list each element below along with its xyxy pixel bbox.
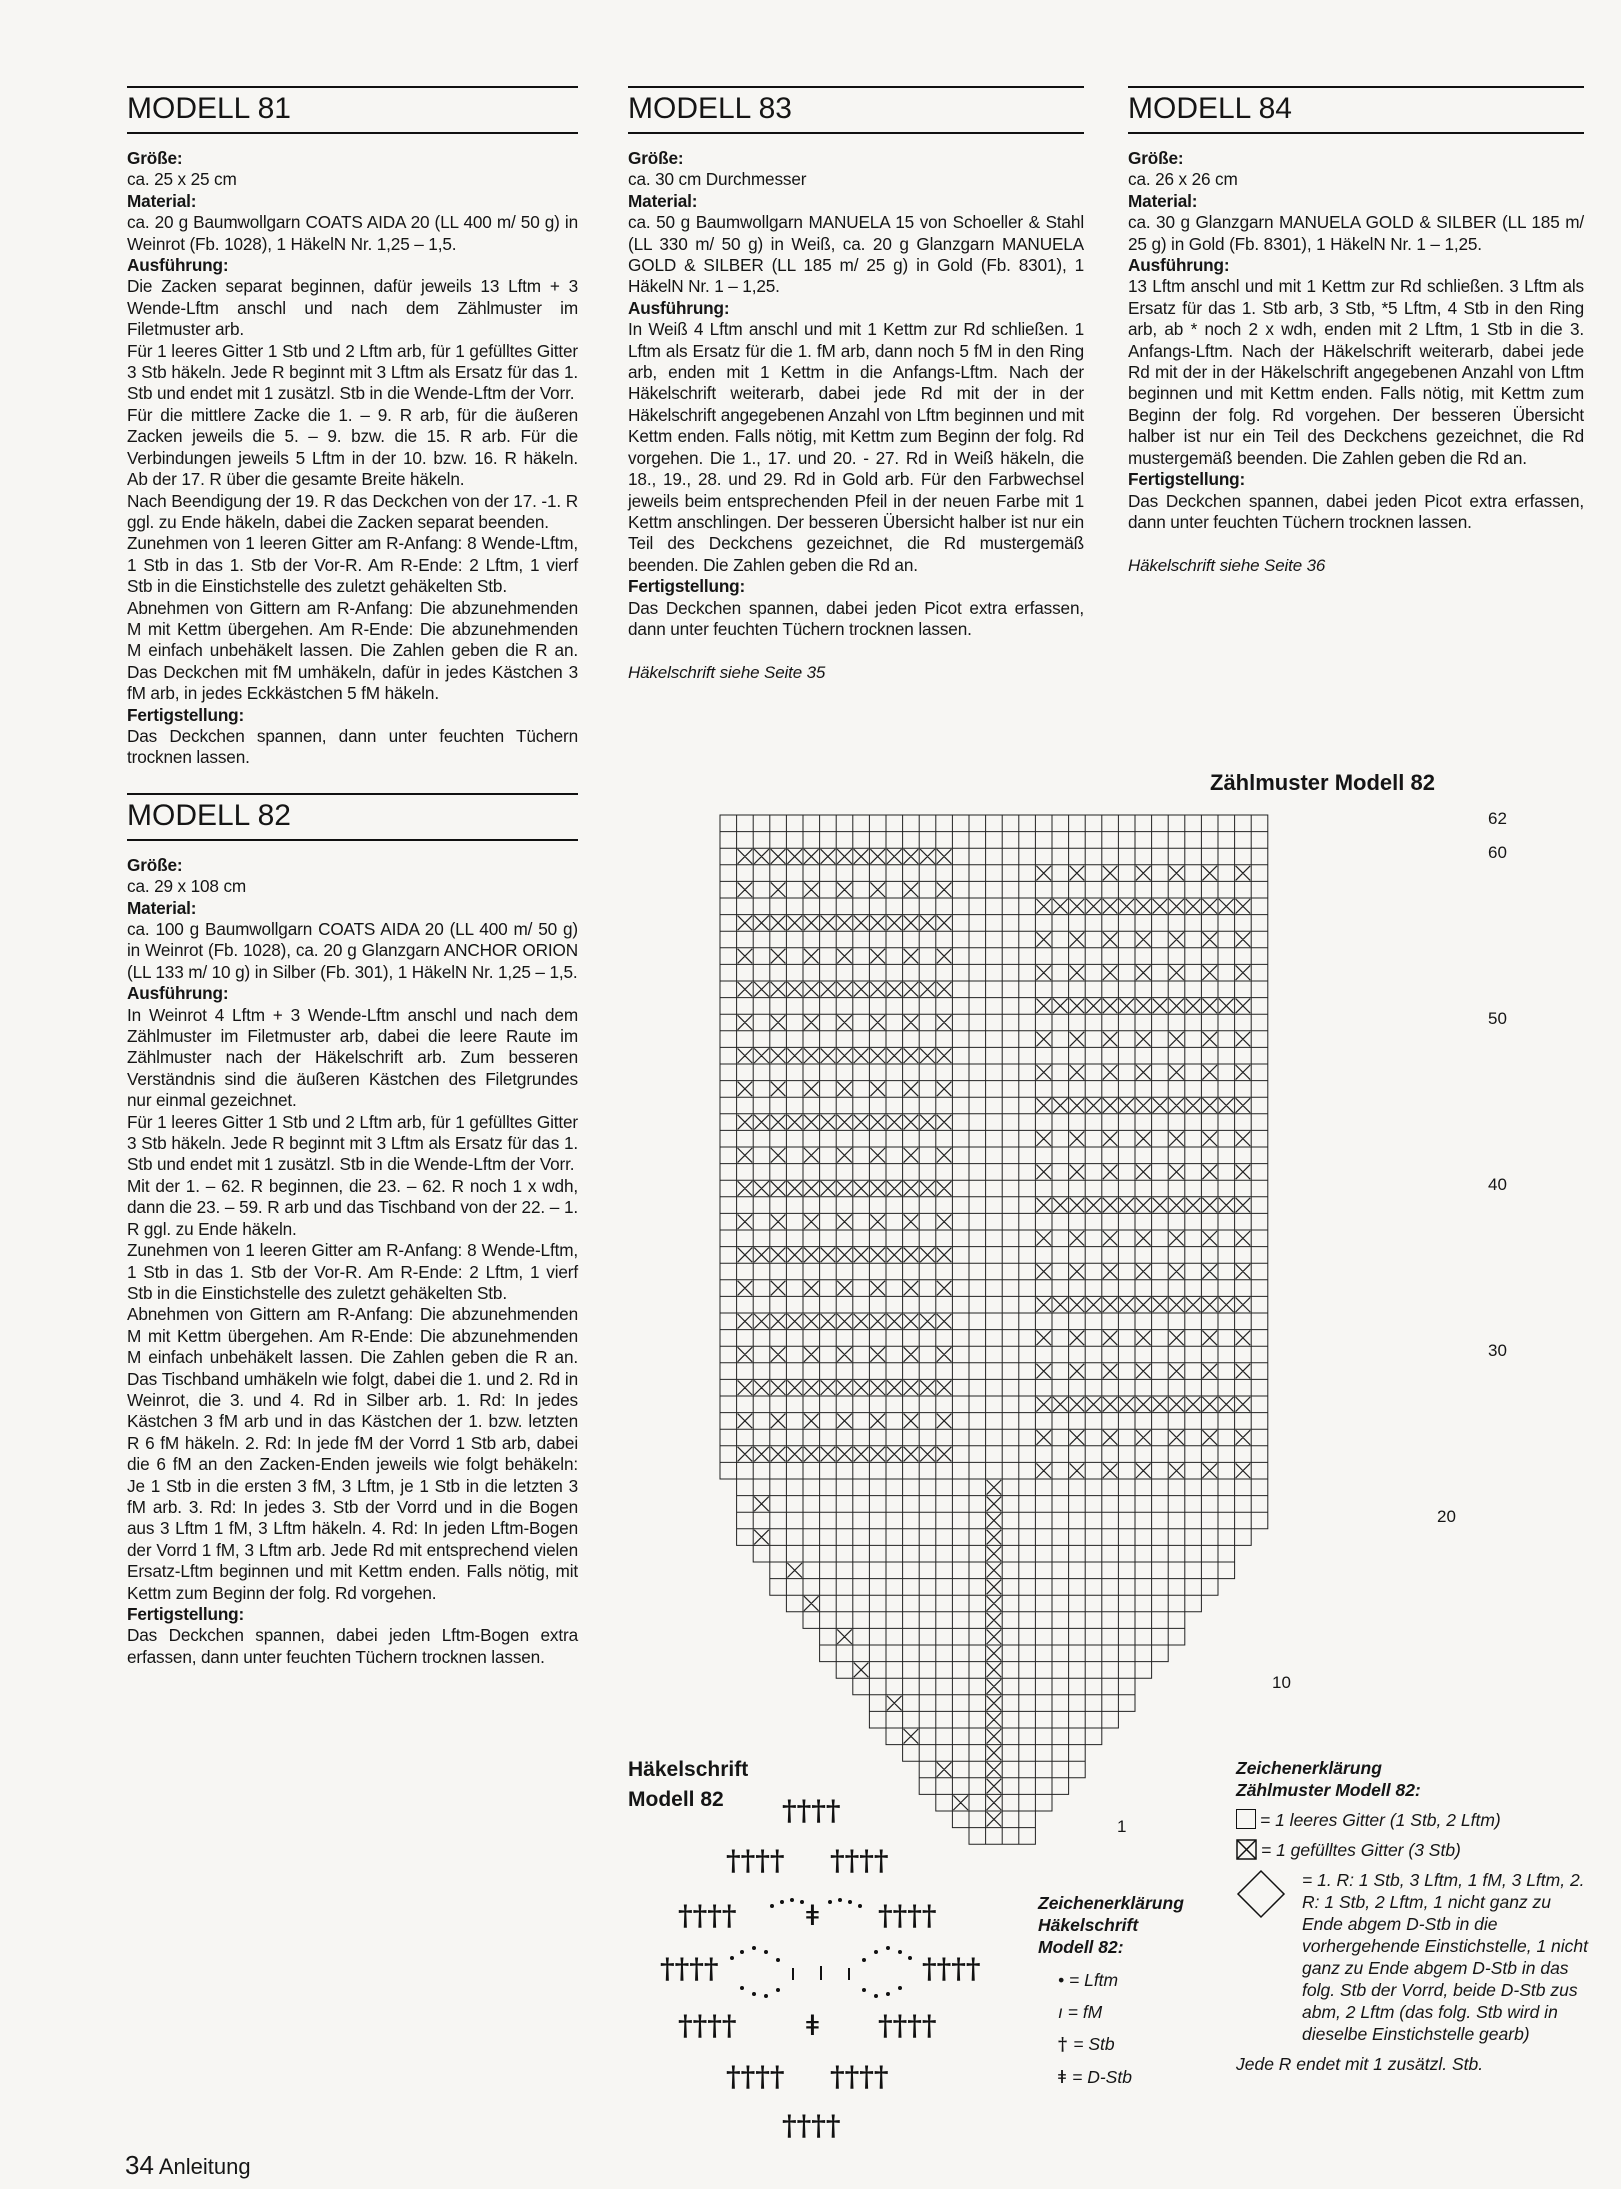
dstb-icon: ǂ xyxy=(806,1899,819,1932)
column-middle xyxy=(628,86,1084,684)
row-label: 1 xyxy=(1117,1817,1127,1836)
legend-title: Häkelschrift xyxy=(1038,1915,1139,1935)
lftm-dot-icon: • xyxy=(1058,1970,1069,1990)
stb-group-icon: †††† xyxy=(726,1844,785,1877)
ausfuehrung-label: Ausführung: xyxy=(1128,255,1230,276)
fertig-text: Das Deckchen spannen, dabei jeden Lftm-Bogen extra erfassen, dann unter feuchten Tüchern trocknen lassen. xyxy=(127,1625,578,1667)
stb-group-icon: †††† xyxy=(830,2060,889,2093)
legend-item xyxy=(1058,2028,1218,2061)
chart-title: Zählmuster Modell 82 xyxy=(1210,770,1435,795)
column-right xyxy=(1128,86,1584,577)
ausfuehrung-para: Die Zacken separat beginnen, dafür jeweils 13 Lftm + 3 Wende-Lftm anschl und nach dem Zählmuster im Filetmuster arb. xyxy=(127,276,578,340)
material-text: ca. 30 g Glanzgarn MANUELA GOLD & SILBER (LL 185 m/ 25 g) in Gold (Fb. 8301), 1 HäkelN Nr. 1 – 1,25. xyxy=(1128,212,1584,254)
ausfuehrung-label: Ausführung: xyxy=(127,255,229,276)
row-label: 60 xyxy=(1488,843,1507,862)
groesse-text: ca. 30 cm Durchmesser xyxy=(628,169,807,190)
ausfuehrung-para: Nach Beendigung der 19. R das Deckchen von der 17. -1. R ggl. zu Ende häkeln, dabei die Zacken separat beenden. xyxy=(127,490,578,532)
stb-group-icon: †††† xyxy=(660,1952,719,1985)
ausfuehrung-label: Ausführung: xyxy=(628,297,730,318)
ausfuehrung-label: Ausführung: xyxy=(127,983,229,1004)
legend-zaehlmuster xyxy=(1236,1757,1596,2075)
grid-lines xyxy=(720,815,1268,1844)
legend-item-text: = 1 leeres Gitter (1 Stb, 2 Lftm) xyxy=(1260,1810,1501,1830)
haekelschrift-title-line: Modell 82 xyxy=(628,1788,724,1811)
groesse-label: Größe: xyxy=(1128,148,1184,168)
stb-group-icon: †††† xyxy=(922,1952,981,1985)
stb-group-icon: †††† xyxy=(830,1844,889,1877)
groesse-label: Größe: xyxy=(127,854,183,875)
page-footer xyxy=(125,2150,251,2181)
filet-chart xyxy=(700,780,1460,1865)
legend-item-text: = 1 gefülltes Gitter (3 Stb) xyxy=(1261,1840,1461,1860)
stb-group-icon: †††† xyxy=(782,1794,841,1827)
ausfuehrung-para: Zunehmen von 1 leeren Gitter am R-Anfang: 8 Wende-Lftm, 1 Stb in das 1. Stb der Vor-R. Am R-Ende: 2 Lftm, 1 vierf Stb in die Einstichstelle des zuletzt gehäkelten Stb. xyxy=(127,1240,578,1303)
stb-group-icon: †††† xyxy=(726,2060,785,2093)
ausfuehrung-para: Abnehmen von Gittern am R-Anfang: Die abzunehmenden M mit Kettm übergehen. Am R-Ende: Die abzunehmenden M einfach unbehäkelt lassen. Die Zahlen geben die R an. Das Tischband umhäkeln wie folgt, dabei die 1. und 2. Rd in Weinrot, die 3. und 4. Rd in Silber arb. 1. Rd: In jedes Kästchen 3 fM arb und in das Kästchen der 1. bzw. letzten R 6 fM häkeln. 2. Rd: In jede fM der Vorrd 1 Stb arb, dabei die 6 fM an den Zacken-Enden jeweils wie folgt behäkeln: Je 1 Stb in die ersten 3 fM, 3 Lftm, je 1 Stb in die letzten 3 fM arb. 3. Rd: In jedes 3. Stb der Vorrd und in die Bogen aus 3 Lftm 1 fM, 3 Lftm häkeln. 4. Rd: In jeden Lftm-Bogen der Vorrd 1 fM, 3 Lftm arb. Jede Rd mit entsprechend vielen Ersatz-Lftm beginnen und mit Kettm enden. Falls nötig, mit Kettm zum Beginn der folg. Rd vorgehen. xyxy=(127,1304,578,1603)
page-reference: Häkelschrift siehe Seite 36 xyxy=(1128,556,1326,576)
ausfuehrung-para: Für die mittlere Zacke die 1. – 9. R arb, für die äußeren Zacken jeweils die 5. – 9. bzw. die 15. R arb. Für die Verbindungen jeweils 5 Lftm in der 10. bzw. 16. R häkeln. Ab der 17. R über die gesamte Breite häkeln. xyxy=(127,404,578,490)
modell82-title: MODELL 82 xyxy=(127,798,291,832)
fertig-label: Fertigstellung: xyxy=(628,576,746,597)
legend-item-text: = 1. R: 1 Stb, 3 Lftm, 1 fM, 3 Lftm, 2. R: 1 Stb, 2 Lftm, 1 nicht ganz zu Ende abgem D-Stb in die vorhergehende Einstichstelle, 1 nicht ganz zu Ende abgem D-Stb in das folg. Stb der Vorrd, beide D-Stb zus abm, 2 Lftm (das folg. Stb wird in dieselbe Einstichstelle gearb) xyxy=(1302,1870,1589,2044)
fertig-text: Das Deckchen spannen, dann unter feuchten Tüchern trocknen lassen. xyxy=(127,725,578,768)
row-label: 40 xyxy=(1488,1175,1507,1194)
dstb-icon: ǂ xyxy=(1058,2068,1073,2088)
ausfuehrung-para: Für 1 leeres Gitter 1 Stb und 2 Lftm arb, für 1 gefülltes Gitter 3 Stb häkeln. Jede R beginnt mit 3 Lftm als Ersatz für das 1. Stb und endet mit 1 zusätzl. Stb in die Wende-Lftm der Vorr. xyxy=(127,340,578,404)
haekelschrift-diagram xyxy=(660,1790,1020,2140)
groesse-label: Größe: xyxy=(628,148,684,168)
fm-icon: ı xyxy=(1058,2002,1068,2022)
modell84-title: MODELL 84 xyxy=(1128,92,1292,125)
rule xyxy=(1128,132,1584,134)
stb-icon: † xyxy=(1058,2035,1074,2055)
groesse-text: ca. 26 x 26 cm xyxy=(1128,169,1238,190)
material-label: Material: xyxy=(1128,190,1198,211)
legend-footnote: Jede R endet mit 1 zusätzl. Stb. xyxy=(1236,2054,1484,2074)
ausfuehrung-para: Für 1 leeres Gitter 1 Stb und 2 Lftm arb, für 1 gefülltes Gitter 3 Stb häkeln. Jede R beginnt mit 3 Lftm als Ersatz für das 1. Stb und endet mit 1 zusätzl. Stb in die Wende-Lftm der Vorr. xyxy=(127,1111,578,1175)
groesse-label: Größe: xyxy=(127,148,183,168)
grid-cells xyxy=(720,815,1268,1844)
legend-item-text: = fM xyxy=(1067,2002,1103,2022)
section-name: Anleitung xyxy=(158,2154,251,2179)
row-label: 50 xyxy=(1488,1009,1507,1028)
page-number: 34 xyxy=(125,2150,154,2180)
rule xyxy=(127,132,578,134)
ausfuehrung-para: Abnehmen von Gittern am R-Anfang: Die abzunehmenden M mit Kettm übergehen. Am R-Ende: Die abzunehmenden M einfach unbehäkelt lassen. Die Zahlen geben die R an. Das Deckchen mit fM umhäkeln, dafür in jedes Kästchen 3 fM arb, in jedes Eckkästchen 5 fM häkeln. xyxy=(127,597,578,704)
fertig-label: Fertigstellung: xyxy=(127,704,245,725)
legend-title: Modell 82: xyxy=(1038,1937,1124,1957)
legend-title: Zählmuster Modell 82: xyxy=(1236,1780,1421,1800)
legend-title: Zeichenerklärung xyxy=(1038,1893,1184,1913)
fertig-text: Das Deckchen spannen, dabei jeden Picot extra erfassen, dann unter feuchten Tüchern trocknen lassen. xyxy=(1128,490,1584,532)
stb-group-icon: †††† xyxy=(678,2009,737,2042)
stb-group-icon: †††† xyxy=(878,2009,937,2042)
material-label: Material: xyxy=(127,190,197,211)
ausfuehrung-text: In Weiß 4 Lftm anschl und mit 1 Kettm zur Rd schließen. 1 Lftm als Ersatz für die 1. fM arb, dann noch 5 fM in den Ring arb, enden mit 1 Kettm in die Anfangs-Lftm. Nach der Häkelschrift weiterarb, dabei jede Rd mit der in der Häkelschrift angegebenen Anzahl von Lftm beginnen und mit Kettm enden. Falls nötig, mit Kettm zum Beginn der folg. Rd vorgehen. Die 1., 17. und 20. - 27. Rd in Weiß häkeln, die 18., 19., 28. und 29. Rd in Gold arb. Für den Farbwechsel jeweils beim entsprechenden Pfeil in der neuen Farbe mit 1 Kettm anschlingen. Der besseren Übersicht halber ist nur ein Teil des Deckchens gezeichnet, die Rd mustergemäß beenden. Die Zahlen geben die Rd an. xyxy=(628,319,1084,575)
material-text: ca. 20 g Baumwollgarn COATS AIDA 20 (LL 400 m/ 50 g) in Weinrot (Fb. 1028), 1 HäkelN Nr. 1,25 – 1,5. xyxy=(127,212,578,254)
material-label: Material: xyxy=(628,190,698,211)
rule xyxy=(628,132,1084,134)
legend-item-text: = Lftm xyxy=(1069,1970,1119,1990)
modell83-title: MODELL 83 xyxy=(628,92,792,125)
ausfuehrung-para: In Weinrot 4 Lftm + 3 Wende-Lftm anschl und nach dem Zählmuster im Filetmuster arb, dabei die leere Raute im Zählmuster nach der Häkelschrift arb. Zum besseren Verständnis sind die äußeren Kästchen des Filetgrundes nur einmal gezeichnet. xyxy=(127,1004,578,1111)
fm-marks xyxy=(793,1966,849,1980)
legend-item xyxy=(1236,1809,1596,1831)
diamond-icon xyxy=(1236,1869,1286,1919)
fertig-label: Fertigstellung: xyxy=(1128,469,1246,490)
stb-group-icon: †††† xyxy=(782,2109,841,2140)
filled-square-icon xyxy=(1236,1839,1257,1860)
legend-item xyxy=(1236,1839,1596,1861)
rule xyxy=(127,839,578,841)
dstb-icon: ǂ xyxy=(806,2009,819,2042)
legend-title: Zeichenerklärung xyxy=(1236,1758,1382,1778)
legend-item xyxy=(1058,2061,1218,2094)
legend-item xyxy=(1236,1869,1596,2045)
legend-item xyxy=(1058,1964,1218,1996)
ausfuehrung-para: Zunehmen von 1 leeren Gitter am R-Anfang: 8 Wende-Lftm, 1 Stb in das 1. Stb der Vor-R. Am R-Ende: 2 Lftm, 1 vierf Stb in die Einstichstelle des zuletzt gehäkelten Stb. xyxy=(127,533,578,597)
fertig-text: Das Deckchen spannen, dabei jeden Picot extra erfassen, dann unter feuchten Tüchern trocknen lassen. xyxy=(628,597,1084,639)
row-label: 10 xyxy=(1272,1673,1291,1692)
material-text: ca. 50 g Baumwollgarn MANUELA 15 von Schoeller & Stahl (LL 330 m/ 50 g) in Weiß, ca. 20 g Glanzgarn MANUELA GOLD & SILBER (LL 185 m/ 25 g) in Gold (Fb. 8301), 1 HäkelN Nr. 1 – 1,25. xyxy=(628,212,1084,297)
ausfuehrung-para: Mit der 1. – 62. R beginnen, die 23. – 62. R noch 1 x wdh, dann die 23. – 59. R arb und das Tischband von der 22. – 1. R ggl. zu Ende häkeln. xyxy=(127,1175,578,1239)
legend-item xyxy=(1058,1996,1218,2028)
legend-item-text: = D-Stb xyxy=(1072,2067,1132,2087)
row-label: 20 xyxy=(1437,1507,1456,1526)
row-label: 62 xyxy=(1488,809,1507,828)
empty-square-icon xyxy=(1236,1809,1256,1829)
material-label: Material: xyxy=(127,897,197,918)
column-left xyxy=(127,86,578,1668)
haekelschrift-title-line: Häkelschrift xyxy=(628,1758,749,1781)
legend-item-text: = Stb xyxy=(1073,2034,1115,2054)
page-reference: Häkelschrift siehe Seite 35 xyxy=(628,663,826,683)
groesse-text: ca. 29 x 108 cm xyxy=(127,876,247,897)
fertig-label: Fertigstellung: xyxy=(127,1604,245,1624)
filled-cells xyxy=(738,849,1251,1826)
material-text: ca. 100 g Baumwollgarn COATS AIDA 20 (LL 400 m/ 50 g) in Weinrot (Fb. 1028), ca. 20 g Glanzgarn ANCHOR ORION (LL 133 m/ 10 g) in Silber (Fb. 301), 1 HäkelN Nr. 1,25 – 1,5. xyxy=(127,919,578,982)
stb-group-icon: †††† xyxy=(878,1899,937,1932)
modell81-title: MODELL 81 xyxy=(127,92,291,125)
filet-grid xyxy=(700,780,1460,1860)
row-label: 30 xyxy=(1488,1341,1507,1360)
ausfuehrung-text: 13 Lftm anschl und mit 1 Kettm zur Rd schließen. 3 Lftm als Ersatz für das 1. Stb arb, 3 Stb, *5 Lftm, 4 Stb in den Ring arb, ab * noch 2 x wdh, enden mit 2 Lftm, 1 Stb in die 3. Anfangs-Lftm. Nach der Häkelschrift weiterarb, dabei jede Rd mit der in der Häkelschrift angegebenen Anzahl von Lftm beginnen und mit Kettm enden. Falls nötig, mit Kettm zum Beginn der folg. Rd vorgehen. Der besseren Übersicht halber ist nur ein Teil des Deckchens gezeichnet, die Rd mustergemäß beenden. Die Zahlen geben die Rd an. xyxy=(1128,276,1584,468)
groesse-text: ca. 25 x 25 cm xyxy=(127,169,237,190)
stb-group-icon: †††† xyxy=(678,1899,737,1932)
legend-haekelschrift xyxy=(1038,1892,1218,2094)
